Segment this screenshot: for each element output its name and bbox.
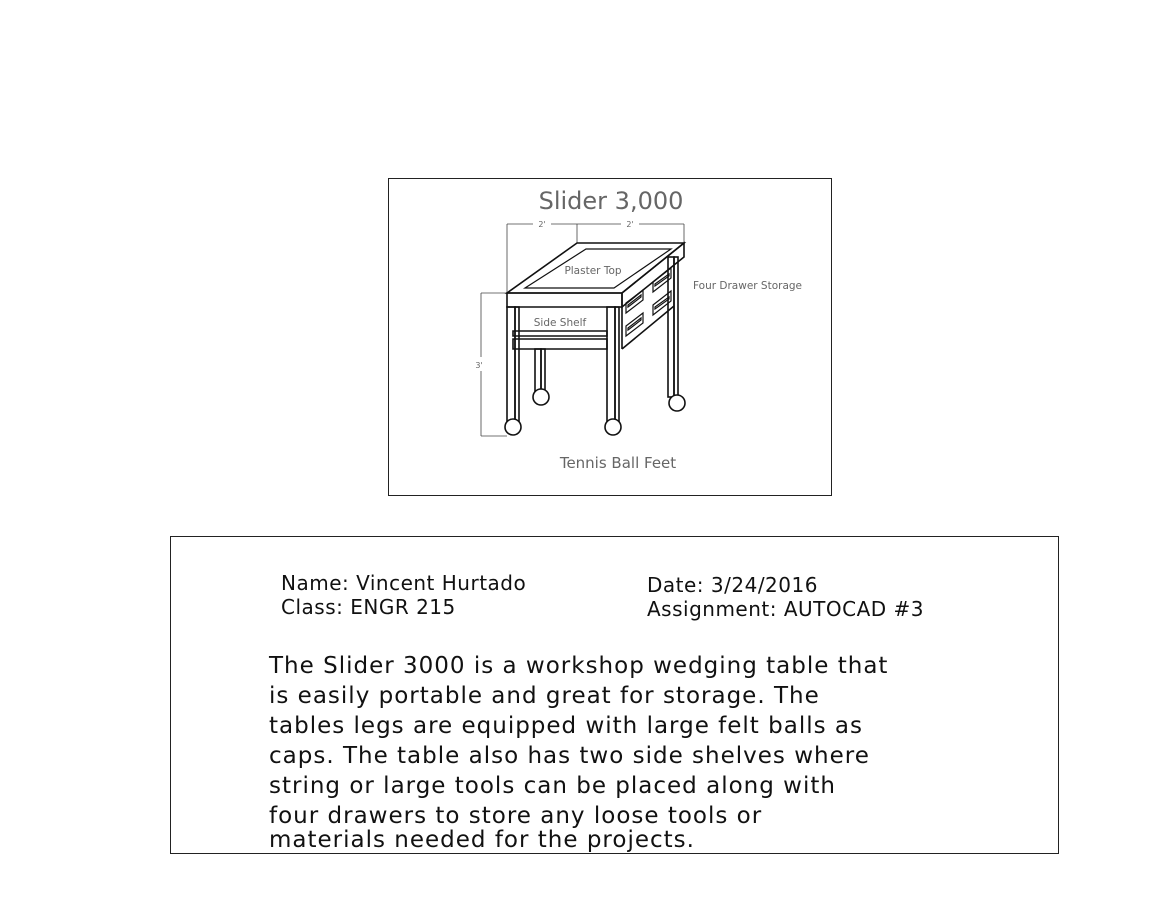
date-value: 3/24/2016	[710, 573, 818, 597]
label-side-shelf: Side Shelf	[533, 317, 587, 329]
class-label: Class:	[281, 595, 344, 619]
class-value: ENGR 215	[350, 595, 456, 619]
tennis-ball-feet	[505, 389, 685, 435]
description-line: The Slider 3000 is a workshop wedging table that	[269, 653, 889, 679]
description-line: caps. The table also has two side shelves where	[269, 743, 870, 769]
label-tennis-ball-feet: Tennis Ball Feet	[559, 454, 677, 472]
name-row	[281, 571, 526, 595]
drawing-title: Slider 3,000	[538, 187, 684, 215]
drawing-frame	[388, 178, 832, 496]
description	[269, 651, 969, 855]
date-row	[647, 573, 818, 597]
dimension-height-label: 3'	[475, 361, 483, 370]
dimension-left-label: 2'	[538, 220, 546, 229]
dimension-right-label: 2'	[626, 220, 634, 229]
assignment-row	[647, 597, 924, 621]
assignment-label: Assignment:	[647, 597, 777, 621]
foot-back-right	[669, 395, 685, 411]
assignment-value: AUTOCAD #3	[783, 597, 925, 621]
date-label: Date:	[647, 573, 705, 597]
class-row	[281, 595, 456, 619]
foot-back-left	[533, 389, 549, 405]
name-label: Name:	[281, 571, 350, 595]
label-four-drawer-storage: Four Drawer Storage	[693, 280, 803, 292]
height-dimension	[481, 293, 507, 436]
foot-front-left	[505, 419, 521, 435]
title-block	[170, 536, 1059, 854]
description-line: string or large tools can be placed along with	[269, 773, 836, 799]
description-line: materials needed for the projects.	[269, 827, 695, 853]
label-plaster-top: Plaster Top	[564, 265, 622, 277]
name-value: Vincent Hurtado	[356, 571, 527, 595]
description-line: tables legs are equipped with large felt balls as	[269, 713, 863, 739]
foot-front-right	[605, 419, 621, 435]
description-line: four drawers to store any loose tools or	[269, 803, 763, 829]
table-drawing	[389, 179, 833, 497]
description-line: is easily portable and great for storage. The	[269, 683, 820, 709]
